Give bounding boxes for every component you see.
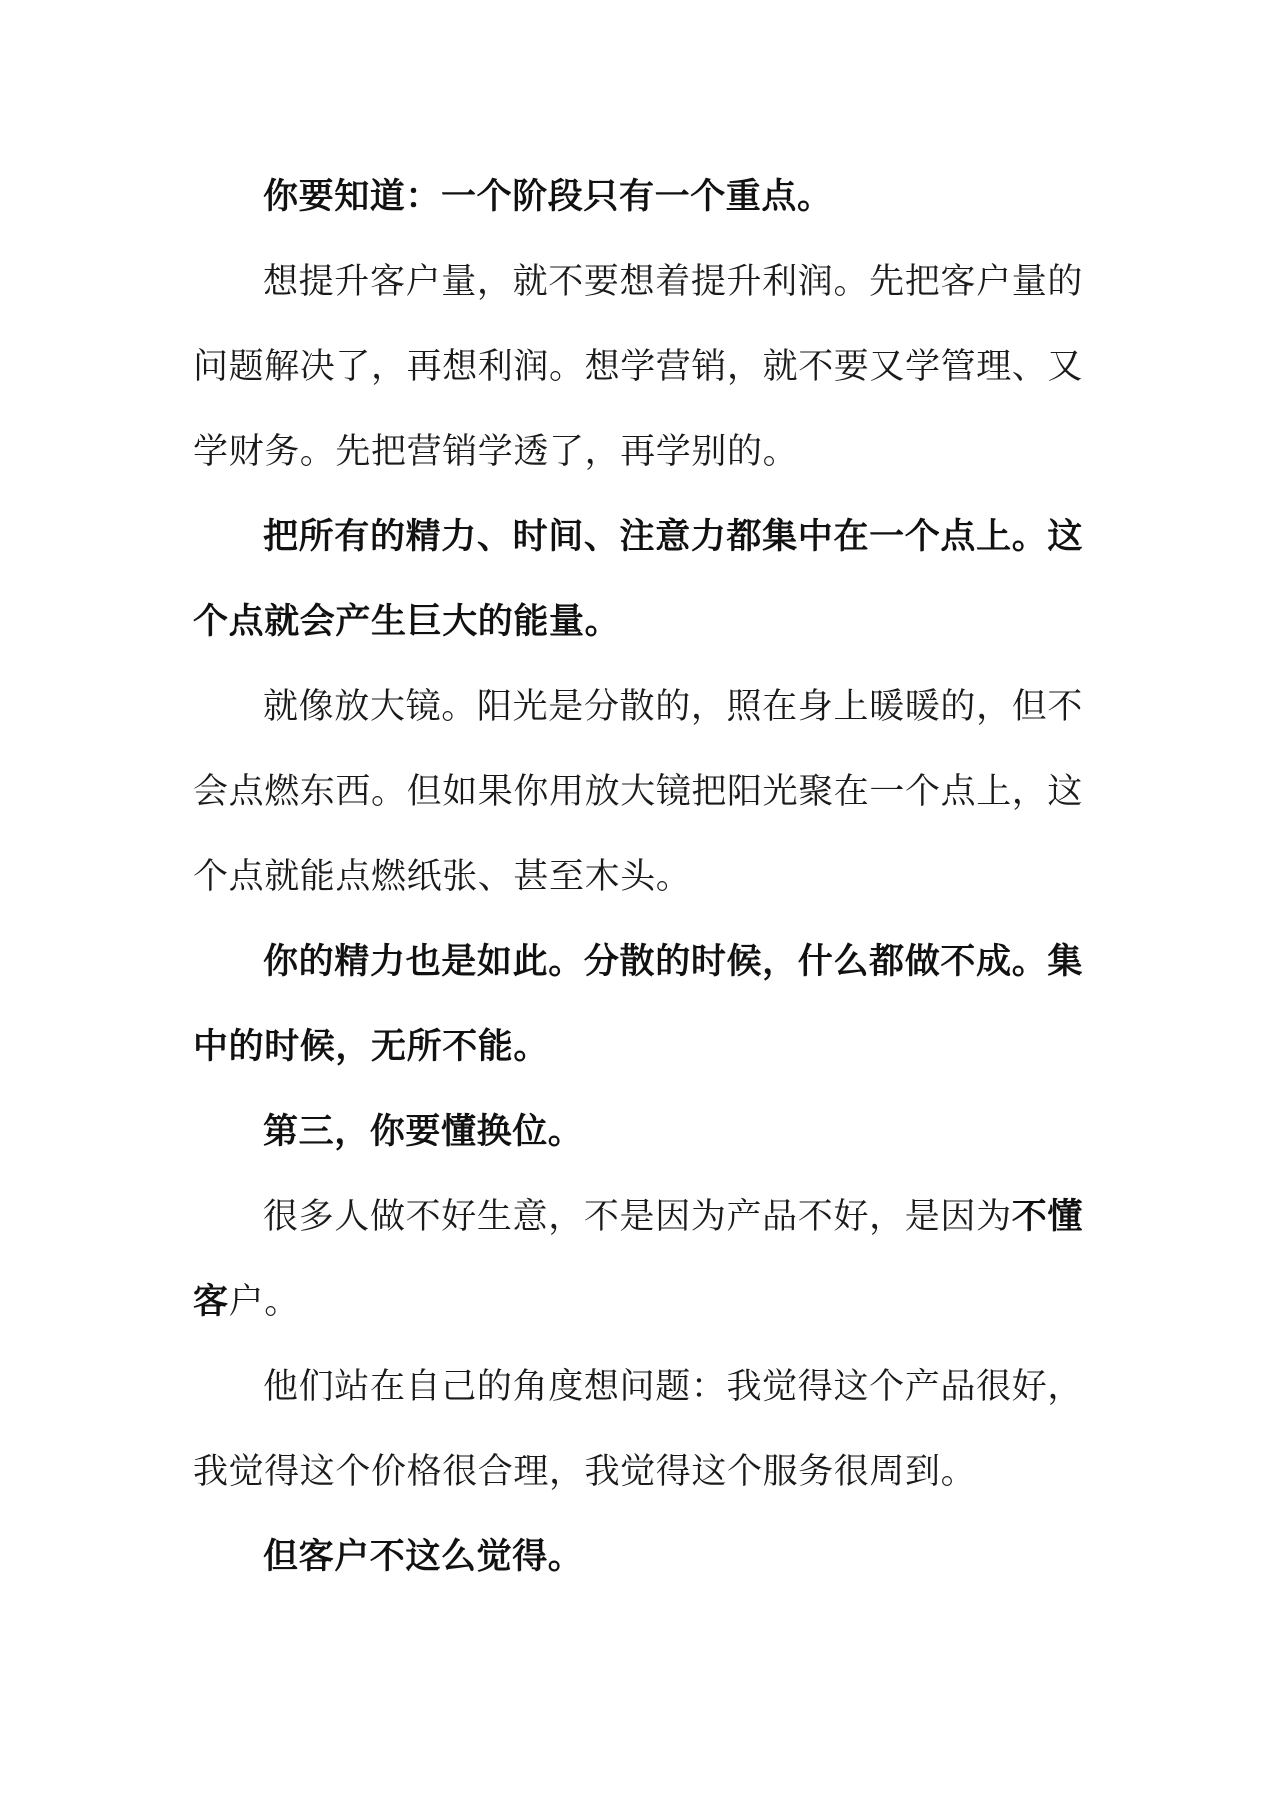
paragraph-2: 想提升客户量，就不要想着提升利润。先把客户量的问题解决了，再想利润。想学营销，就不要又学管理、又学财务。先把营销学透了，再学别的。 — [193, 262, 1084, 472]
document-body — [193, 155, 1083, 1600]
paragraph-7-emphasis: 不懂客 — [193, 1197, 1084, 1322]
paragraph-9: 但客户不这么觉得。 — [263, 1537, 584, 1577]
paragraph-7-text-before: 很多人做不好生意，不是因为产品不好，是因为 — [263, 1197, 1012, 1237]
paragraph-7-text-after: 户。 — [228, 1282, 300, 1322]
paragraph-8: 他们站在自己的角度想问题：我觉得这个产品很好，我觉得这个价格很合理，我觉得这个服务很周到。 — [193, 1367, 1083, 1492]
paragraph-5: 你的精力也是如此。分散的时候，什么都做不成。集中的时候，无所不能。 — [193, 942, 1083, 1067]
paragraph-4: 就像放大镜。阳光是分散的，照在身上暖暖的，但不会点燃东西。但如果你用放大镜把阳光聚在一个点上，这个点就能点燃纸张、甚至木头。 — [193, 687, 1084, 897]
paragraph-3: 把所有的精力、时间、注意力都集中在一个点上。这个点就会产生巨大的能量。 — [193, 517, 1083, 642]
paragraph-7 — [193, 1175, 1083, 1345]
section-heading-third: 第三，你要懂换位。 — [263, 1112, 584, 1152]
paragraph-1: 你要知道：一个阶段只有一个重点。 — [263, 177, 833, 217]
